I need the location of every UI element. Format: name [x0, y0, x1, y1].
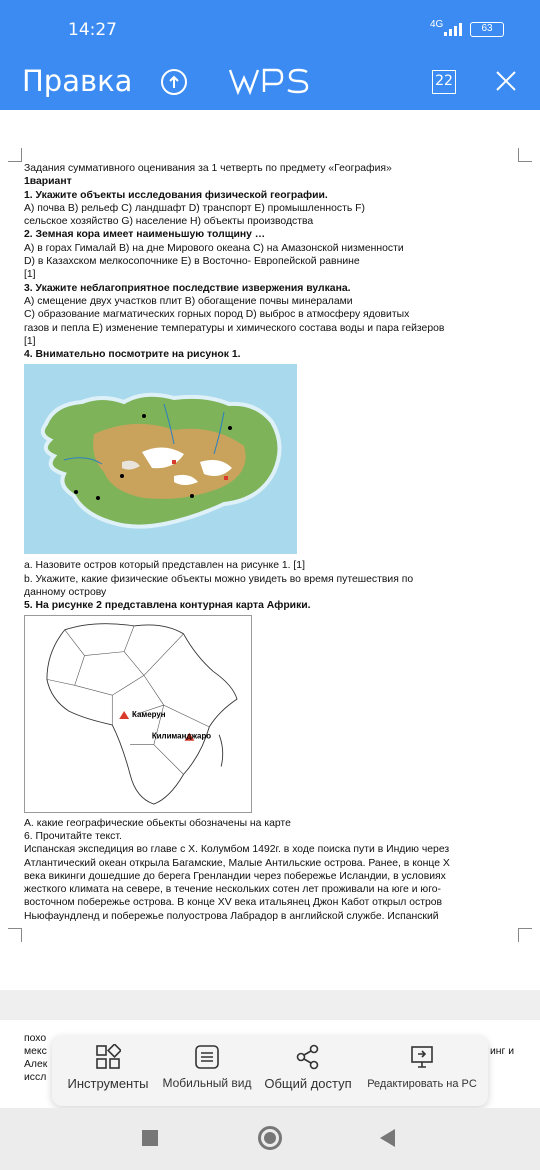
home-icon[interactable] [258, 1126, 282, 1150]
mobile-view-label: Мобильный вид [162, 1076, 252, 1090]
iceland-map-image [24, 364, 297, 554]
share-icon [295, 1044, 321, 1070]
edit-on-pc-button[interactable] [360, 1044, 484, 1090]
question-5a: А. какие географические обьекты обозначены на карте [24, 817, 291, 829]
question-4b-cont: данному острову [24, 587, 107, 599]
question-3: 3. Укажите неблагоприятное последствие извержения вулкана. [24, 282, 351, 294]
score-mark: [1] [24, 335, 36, 347]
cloud-upload-icon[interactable] [160, 68, 188, 96]
status-time: 14:27 [68, 20, 117, 40]
page2-text-fragment: похо [24, 1033, 47, 1044]
doc-variant: 1вариант [24, 176, 72, 188]
answer-line: A) почва B) рельеф C) ландшафт D) транспорт E) промышленность F) [24, 202, 365, 214]
mobile-view-icon [194, 1044, 220, 1070]
page2-text-fragment: инг и [490, 1046, 515, 1057]
reading-text-line: Атлантический океан открыла Багамские, Малые Антильские острова. Ранее, в конце Х [24, 857, 450, 869]
app-header [0, 56, 540, 110]
bottom-toolbar [52, 1036, 488, 1106]
page-corner-mark [8, 928, 22, 942]
document-page [0, 110, 540, 990]
system-nav-bar [0, 1108, 540, 1170]
answer-line: D) в Казахском мелкосопочнике Е) в Восточно- Европейской равнине [24, 256, 360, 268]
tools-grid-icon [95, 1044, 121, 1070]
reading-text-line: Испанская экспедиция во главе с Х. Колумбом 1492г. в ходе поиска пути в Индию через [24, 844, 450, 856]
question-5: 5. На рисунке 2 представлена контурная карта Африки. [24, 600, 311, 612]
answer-line: C) образование магматических горных пород D) выброс в атмосферу ядовитых [24, 309, 410, 321]
edit-on-pc-icon [409, 1044, 435, 1070]
reading-text-line: Ньюфаундленд и побережье полуострова Лабрадор в английской службе. Испанский [24, 910, 439, 922]
edit-mode-title[interactable]: Правка [22, 64, 133, 98]
mobile-view-button[interactable] [158, 1044, 256, 1090]
share-button[interactable] [260, 1044, 356, 1091]
battery-level: 63 [481, 23, 493, 34]
signal-icon [444, 22, 462, 36]
question-1: 1. Укажите объекты исследования физической географии. [24, 189, 328, 201]
doc-title: Задания суммативного оценивания за 1 четверть по предмету «География» [24, 163, 392, 174]
question-4: 4. Внимательно посмотрите на рисунок 1. [24, 349, 241, 361]
page-corner-mark [8, 148, 22, 162]
recents-icon[interactable] [142, 1130, 158, 1146]
reading-text-line: века викинги дошедшие до берега Гренландии через побережье Исландии, в условиях [24, 870, 446, 882]
africa-contour-map [24, 615, 252, 813]
page-corner-mark [518, 928, 532, 942]
reading-text-line: жесткого климата на севере, в течение нескольких сотен лет проживали на юге и юго- [24, 884, 442, 896]
close-icon[interactable] [494, 69, 518, 93]
score-mark: [1] [24, 269, 36, 281]
answer-line: A) смещение двух участков плит B) обогащение почвы минералами [24, 295, 353, 307]
document-body[interactable] [24, 162, 514, 923]
tools-button[interactable] [58, 1044, 158, 1091]
question-6: 6. Прочитайте текст. [24, 830, 122, 842]
answer-line: сельское хозяйство G) население H) объекты производства [24, 216, 314, 228]
status-bar [0, 0, 540, 56]
page-corner-mark [518, 148, 532, 162]
battery-icon [470, 22, 504, 37]
network-indicator: 4G [430, 19, 444, 30]
tools-label: Инструменты [67, 1076, 149, 1091]
back-icon[interactable] [380, 1129, 395, 1147]
question-4a: а. Назовите остров который представлен на рисунке 1. [1] [24, 560, 305, 572]
question-4b: b. Укажите, какие физические объекты можно увидеть во время путешествия по [24, 573, 414, 585]
cameroon-label: Камерун [132, 709, 166, 719]
wps-logo [228, 66, 310, 96]
reading-text-line: восточном побережье острова. В конце XV века итальянец Джон Кабот открыл остров [24, 897, 443, 909]
share-label: Общий доступ [264, 1076, 352, 1091]
answer-line: А) в горах Гималай В) на дне Мирового океана С) на Амазонской низменности [24, 242, 404, 254]
page-count-button[interactable]: 22 [432, 70, 456, 94]
page2-text-fragment: Алек [24, 1059, 48, 1070]
answer-line: газов и пепла E) изменение температуры и химического состава воды и пара гейзеров [24, 322, 445, 334]
kilimanjaro-label: Килиманджаро [151, 731, 212, 741]
page2-text-fragment: мекс [24, 1046, 47, 1057]
page2-text-fragment: иссл [24, 1072, 47, 1083]
edit-on-pc-label: Редактировать на PC [367, 1078, 477, 1090]
question-2: 2. Земная кора имеет наименьшую толщину … [24, 229, 266, 241]
